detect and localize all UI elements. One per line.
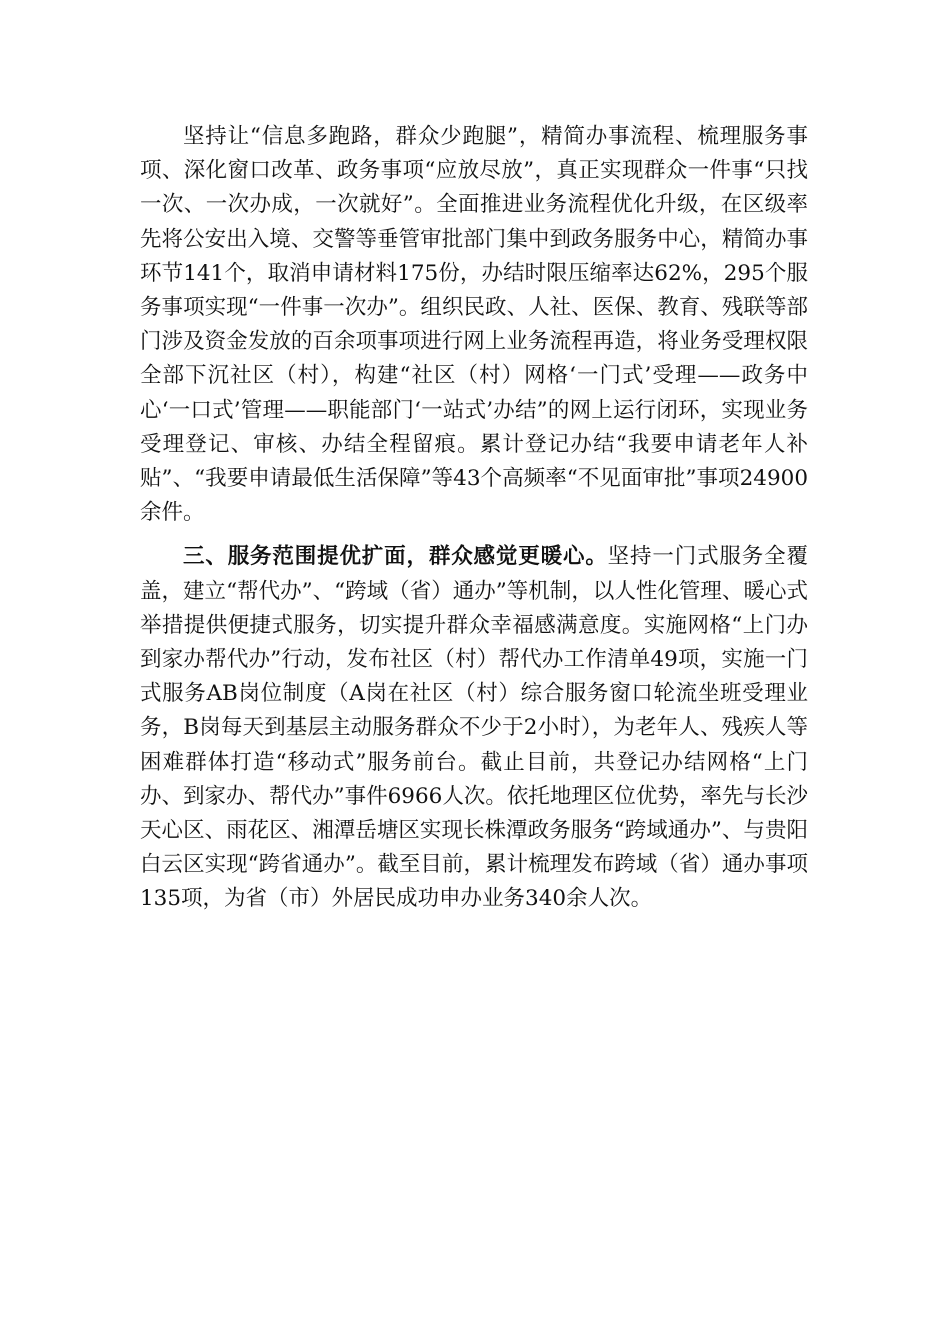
paragraph-text: 坚持一门式服务全覆盖，建立“帮代办”、“跨域（省）通办”等机制，以人性化管理、暖心式举措提供便捷式服务，切实提升群众幸福感满意度。实施网格“上门办到家办帮代办”行动，发布社区（村）帮代办工作清单49项，实施一门式服务AB岗位制度（A岗在社区（村）综合服务窗口轮流坐班受理业务，B岗每天到基层主动服务群众不少于2小时），为老年人、残疾人等困难群体打造“移动式”服务前台。截止目前，共登记办结网格“上门办、到家办、帮代办”事件6966人次。依托地理区位优势，率先与长沙天心区、雨花区、湘潭岳塘区实现长株潭政务服务“跨域通办”、与贵阳白云区实现“跨省通办”。截至目前，累计梳理发布跨域（省）通办事项135项，为省（市）外居民成功申办业务340余人次。 — [140, 544, 808, 912]
paragraph-text: 坚持让“信息多跑路，群众少跑腿”，精简办事流程、梳理服务事项、深化窗口改革、政务事项“应放尽放”，真正实现群众一件事“只找一次、一次办成，一次就好”。全面推进业务流程优化升级，在区级率先将公安出入境、交警等垂管审批部门集中到政务服务中心，精简办事环节141个，取消申请材料175份，办结时限压缩率达62%，295个服务事项实现“一件事一次办”。组织民政、人社、医保、教育、残联等部门涉及资金发放的百余项事项进行网上业务流程再造，将业务受理权限全部下沉社区（村），构建“社区（村）网格‘一门式’受理——政务中心‘一口式’管理——职能部门‘一站式’办结”的网上运行闭环，实现业务受理登记、审核、办结全程留痕。累计登记办结“我要申请老年人补贴”、“我要申请最低生活保障”等43个高频率“不见面审批”事项24900余件。 — [140, 124, 808, 526]
section-heading: 三、服务范围提优扩面，群众感觉更暖心。 — [183, 544, 608, 570]
paragraph-process-simplification — [140, 120, 808, 530]
document-body — [140, 120, 808, 917]
paragraph-service-scope — [140, 540, 808, 916]
